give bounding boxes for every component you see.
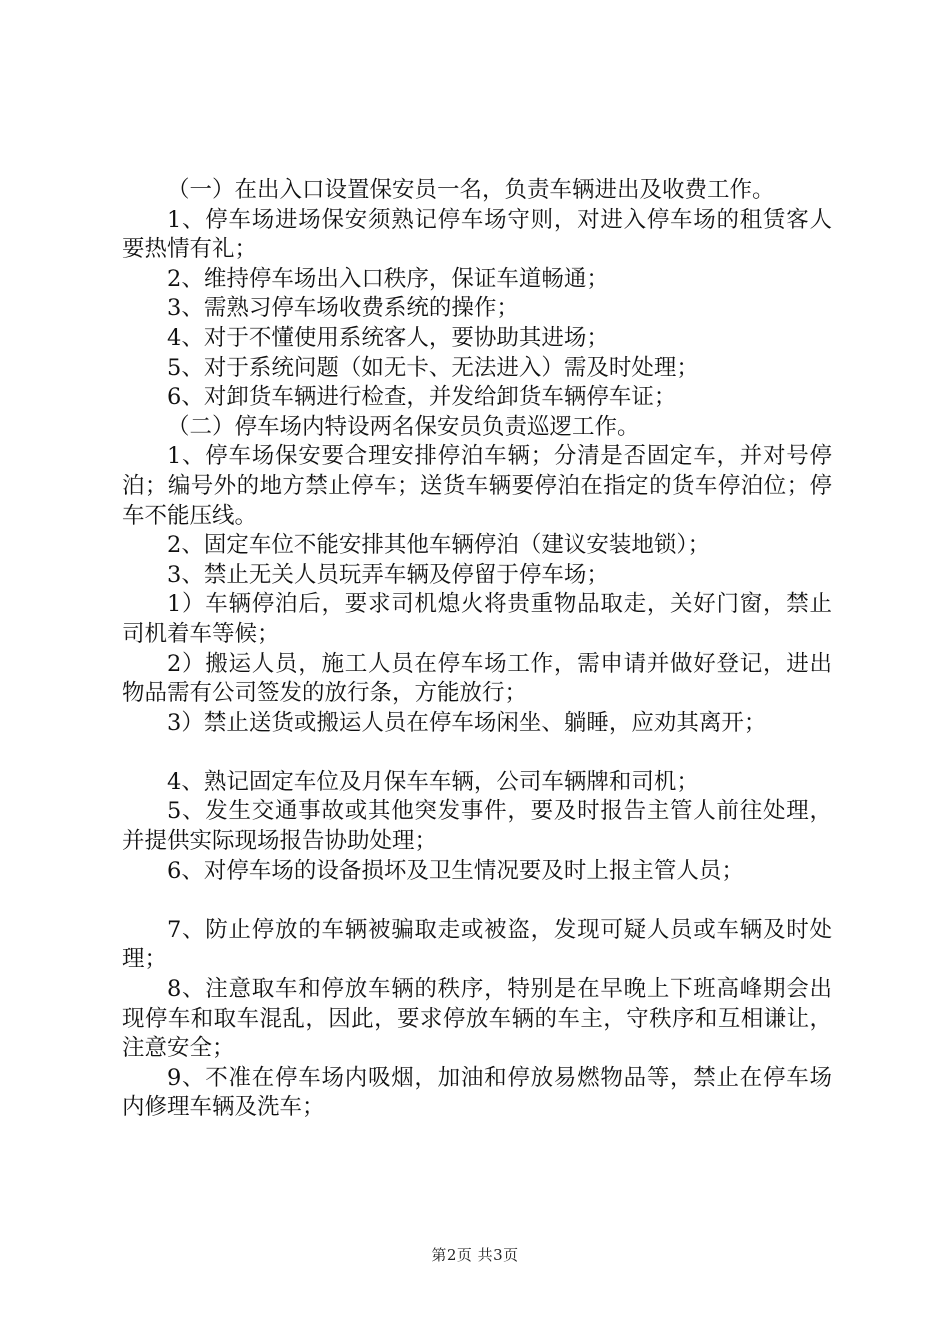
- document-body: [122, 176, 832, 1123]
- list-item: 5、发生交通事故或其他突发事件，要及时报告主管人前往处理，并提供实际现场报告协助处理；: [122, 798, 832, 855]
- section-heading-1: （一）在出入口设置保安员一名，负责车辆进出及收费工作。: [167, 177, 775, 203]
- list-item: 8、注意取车和停放车辆的秩序，特别是在早晚上下班高峰期会出现停车和取车混乱，因此，要求停放车辆的车主，守秩序和互相谦让，注意安全；: [122, 976, 832, 1062]
- list-item: 3、禁止无关人员玩弄车辆及停留于停车场；: [167, 561, 609, 588]
- list-item: 9、不准在停车场内吸烟，加油和停放易燃物品等，禁止在停车场内修理车辆及洗车；: [122, 1064, 832, 1121]
- list-item: 1、停车场进场保安须熟记停车场守则，对进入停车场的租赁客人要热情有礼；: [122, 206, 832, 263]
- list-item: 4、熟记固定车位及月保车车辆，公司车辆牌和司机；: [167, 768, 699, 795]
- page-footer: [0, 1244, 950, 1265]
- list-item: 2、固定车位不能安排其他车辆停泊（建议安装地锁）；: [167, 532, 711, 559]
- sub-list-item: 2）搬运人员，施工人员在停车场工作，需申请并做好登记，进出物品需有公司签发的放行条，方能放行；: [122, 650, 832, 707]
- sub-list-item: 3）禁止送货或搬运人员在停车场闲坐、躺睡，应劝其离开；: [167, 709, 767, 736]
- list-item: 1、停车场保安要合理安排停泊车辆；分清是否固定车，并对号停泊；编号外的地方禁止停车；送货车辆要停泊在指定的货车停泊位；停车不能压线。: [122, 443, 832, 529]
- sub-list-item: 1）车辆停泊后，要求司机熄火将贵重物品取走，关好门窗，禁止司机着车等候；: [122, 591, 832, 647]
- list-item: 4、对于不懂使用系统客人，要协助其进场；: [167, 324, 609, 351]
- list-item: 2、维持停车场出入口秩序，保证车道畅通；: [167, 265, 609, 292]
- list-item: 6、对停车场的设备损坏及卫生情况要及时上报主管人员；: [167, 857, 744, 884]
- list-item: 6、对卸货车辆进行检查，并发给卸货车辆停车证；: [167, 384, 677, 411]
- list-item: 3、需熟习停车场收费系统的操作；: [167, 295, 519, 322]
- page-number: 第2页 共3页: [431, 1246, 519, 1264]
- blank-line: [122, 886, 832, 916]
- list-item: 7、防止停放的车辆被骗取走或被盗，发现可疑人员或车辆及时处理；: [122, 916, 832, 973]
- blank-line: [122, 738, 832, 768]
- list-item: 5、对于系统问题（如无卡、无法进入）需及时处理；: [167, 354, 699, 381]
- section-heading-2: （二）停车场内特设两名保安员负责巡逻工作。: [167, 413, 640, 440]
